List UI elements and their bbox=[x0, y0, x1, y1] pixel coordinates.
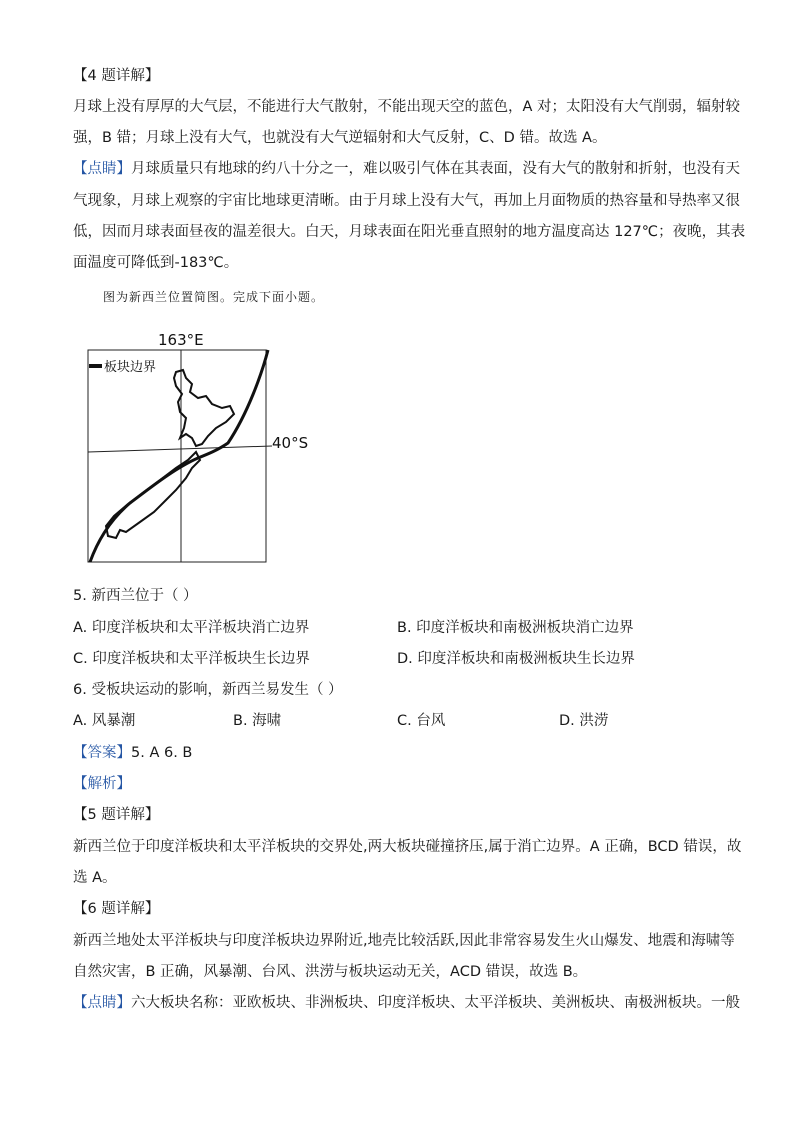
q4-text-line: 月球上没有厚厚的大气层，不能进行大气散射，不能出现天空的蓝色，A 对；太阳没有大气削弱，辐射较 bbox=[73, 99, 741, 115]
q4-tip-line: 低，因而月球表面昼夜的温差很大。白天，月球表面在阳光垂直照射的地方温度高达 127℃；夜晚，其表 bbox=[73, 224, 746, 240]
map-frame bbox=[88, 350, 266, 562]
answer-text: 5. A 6. B bbox=[131, 745, 193, 761]
q4-text-line: 强，B 错；月球上没有大气，也就没有大气逆辐射和大气反射，C、D 错。故选 A。 bbox=[73, 130, 607, 146]
north-island-outline bbox=[174, 370, 234, 446]
q6-stem: 6. 受板块运动的影响，新西兰易发生（ ） bbox=[73, 682, 343, 698]
q5-option-a: A. 印度洋板块和太平洋板块消亡边界 bbox=[73, 620, 310, 636]
q6-detail-line: 新西兰地处太平洋板块与印度洋板块边界附近,地壳比较活跃,因此非常容易发生火山爆发、地震和海啸等 bbox=[73, 933, 735, 949]
q4-tip-line: 气现象，月球上观察的宇宙比地球更清晰。由于月球上没有大气，再加上月面物质的热容量和导热率又很 bbox=[73, 193, 740, 209]
q6-option-d: D. 洪涝 bbox=[559, 713, 609, 729]
q5-option-d: D. 印度洋板块和南极洲板块生长边界 bbox=[397, 651, 635, 667]
new-zealand-map bbox=[80, 328, 320, 568]
q6-option-a: A. 风暴潮 bbox=[73, 713, 136, 729]
final-tip-line bbox=[73, 993, 740, 1013]
answer-line bbox=[73, 743, 192, 763]
analysis-label: 【解析】 bbox=[73, 776, 131, 792]
q5-stem: 5. 新西兰位于（ ） bbox=[73, 588, 198, 604]
q5-option-b: B. 印度洋板块和南极洲板块消亡边界 bbox=[397, 620, 634, 636]
tip-label: 【点睛】 bbox=[73, 161, 131, 177]
q4-tip-line bbox=[73, 159, 740, 179]
tip-text: 月球质量只有地球的约八十分之一，难以吸引气体在其表面，没有大气的散射和折射，也没有天 bbox=[131, 161, 740, 177]
q4-tip-line: 面温度可降低到-183℃。 bbox=[73, 255, 239, 271]
q5-detail-header: 【5 题详解】 bbox=[73, 807, 160, 823]
q5-option-c: C. 印度洋板块和太平洋板块生长边界 bbox=[73, 651, 310, 667]
q5-detail-line: 选 A。 bbox=[73, 870, 117, 886]
q6-option-b: B. 海啸 bbox=[233, 713, 282, 729]
latitude-label: 40°S bbox=[272, 434, 309, 452]
q6-detail-header: 【6 题详解】 bbox=[73, 901, 160, 917]
q6-option-c: C. 台风 bbox=[397, 713, 446, 729]
map-caption: 图为新西兰位置简图。完成下面小题。 bbox=[103, 290, 325, 304]
legend-label: 板块边界 bbox=[104, 360, 157, 375]
tip-text: 六大板块名称：亚欧板块、非洲板块、印度洋板块、太平洋板块、美洲板块、南极洲板块。一般 bbox=[131, 995, 740, 1011]
tip-label: 【点睛】 bbox=[73, 995, 131, 1011]
plate-boundary-line bbox=[90, 350, 268, 562]
q4-header: 【4 题详解】 bbox=[73, 68, 160, 84]
q5-detail-line: 新西兰位于印度洋板块和太平洋板块的交界处,两大板块碰撞挤压,属于消亡边界。A 正确，BCD 错误，故 bbox=[73, 839, 742, 855]
answer-label: 【答案】 bbox=[73, 745, 131, 761]
parallel-line bbox=[88, 446, 272, 452]
longitude-label: 163°E bbox=[158, 331, 204, 349]
q6-detail-line: 自然灾害，B 正确，风暴潮、台风、洪涝与板块运动无关，ACD 错误，故选 B。 bbox=[73, 964, 588, 980]
